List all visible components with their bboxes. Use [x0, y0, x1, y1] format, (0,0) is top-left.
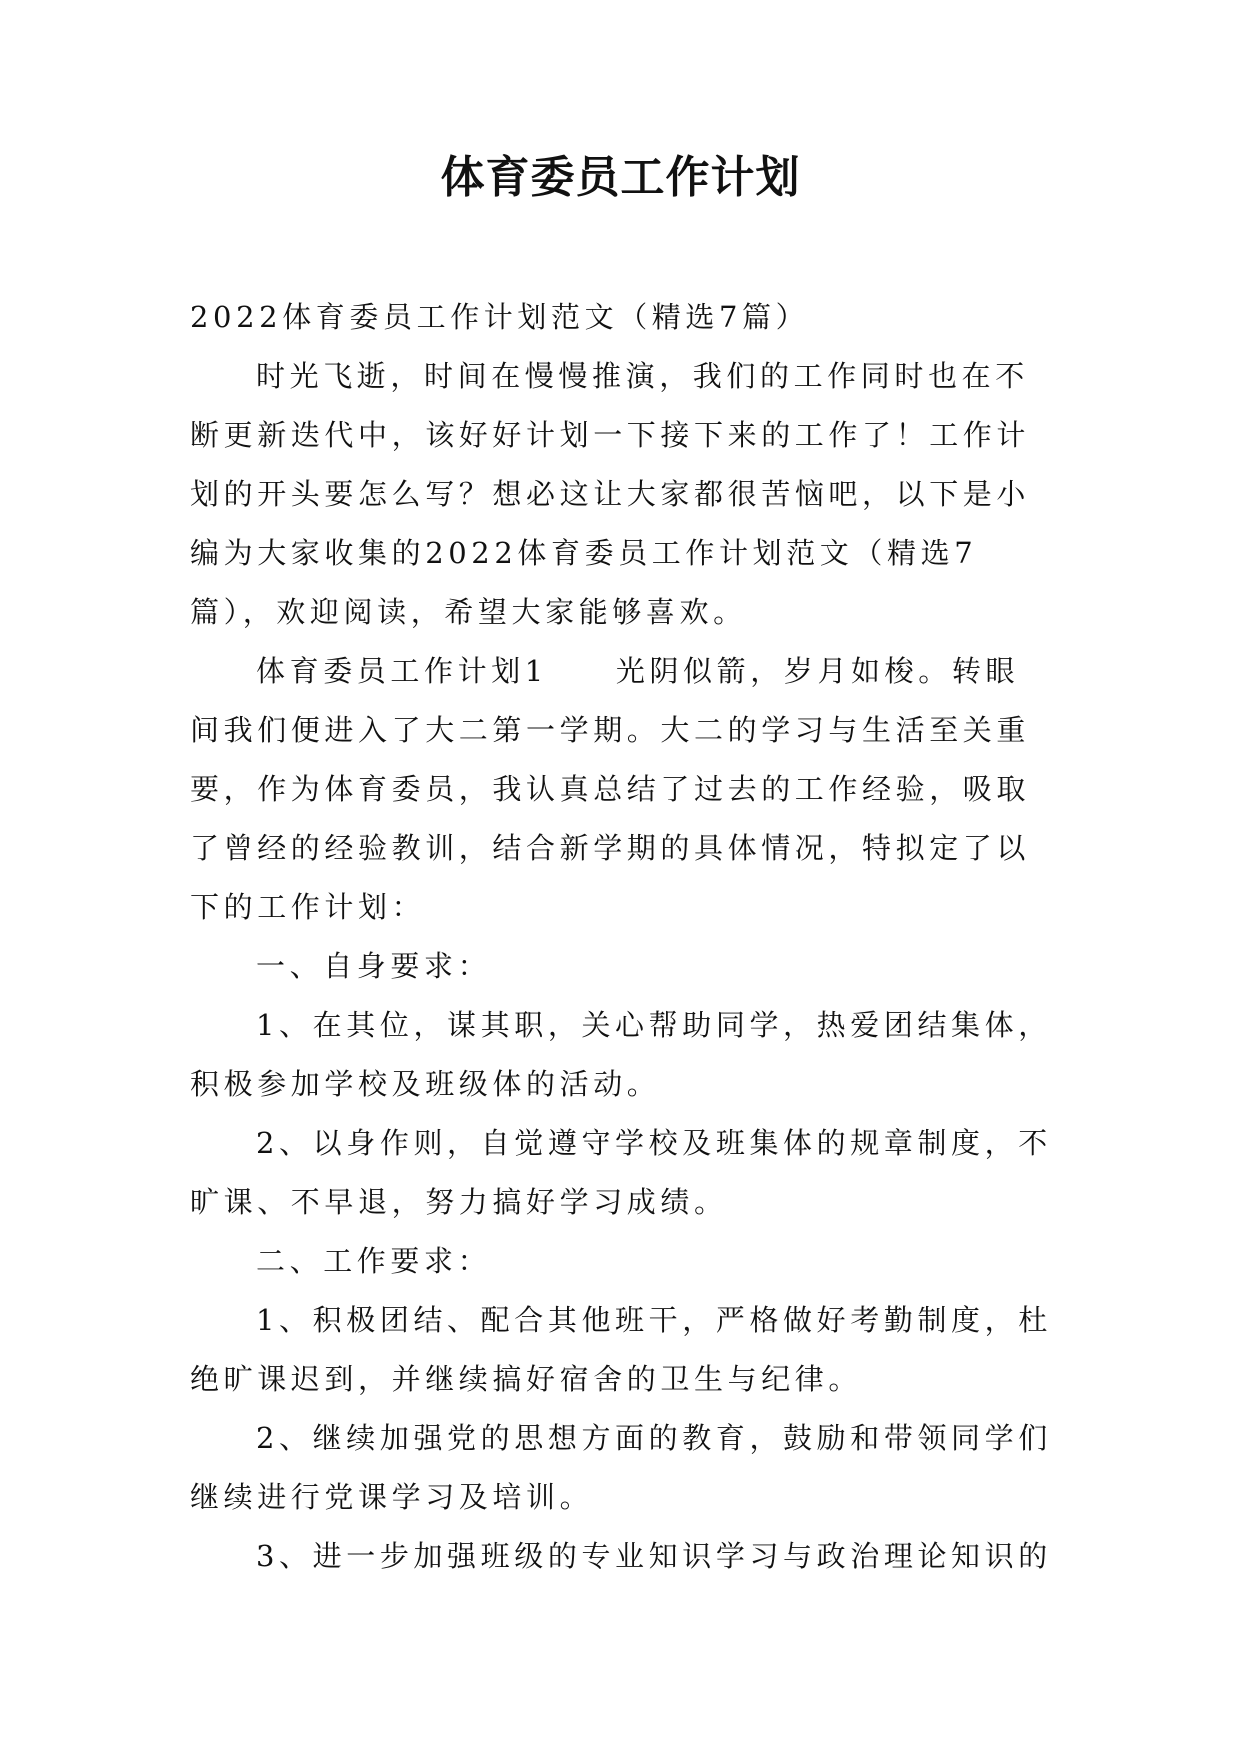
document-body: [190, 288, 1052, 1586]
plan-1-text: 光阴似箭，岁月如梭。转眼间我们便进入了大二第一学期。大二的学习与生活至关重要，作为体育委员，我认真总结了过去的工作经验，吸取了曾经的经验教训，结合新学期的具体情况，特拟定了以下的工作计划：: [190, 654, 1031, 924]
plan-1-paragraph: [190, 642, 1052, 937]
document-title: 体育委员工作计划: [440, 152, 801, 203]
section-1-heading: 一、自身要求：: [256, 949, 492, 983]
intro-paragraph: 时光飞逝，时间在慢慢推演，我们的工作同时也在不断更新迭代中，该好好计划一下接下来的工作了！工作计划的开头要怎么写？想必这让大家都很苦恼吧，以下是小编为大家收集的2022体育委员工作计划范文（精选7篇），欢迎阅读，希望大家能够喜欢。: [190, 359, 1031, 629]
section-1-item-2: 2、以身作则，自觉遵守学校及班集体的规章制度，不旷课、不早退，努力搞好学习成绩。: [190, 1126, 1052, 1219]
plan-1-heading: 体育委员工作计划1: [256, 654, 548, 688]
section-2-item-2: 2、继续加强党的思想方面的教育，鼓励和带领同学们继续进行党课学习及培训。: [190, 1421, 1052, 1514]
section-2-item-3: 3、进一步加强班级的专业知识学习与政治理论知识的: [256, 1539, 1052, 1573]
section-2-item-1: 1、积极团结、配合其他班干，严格做好考勤制度，杜绝旷课迟到，并继续搞好宿舍的卫生与纪律。: [190, 1303, 1052, 1396]
section-1-item-1: 1、在其位，谋其职，关心帮助同学，热爱团结集体，积极参加学校及班级体的活动。: [190, 1008, 1052, 1101]
section-2-heading: 二、工作要求：: [256, 1244, 492, 1278]
document-subtitle: 2022体育委员工作计划范文（精选7篇）: [190, 300, 810, 334]
